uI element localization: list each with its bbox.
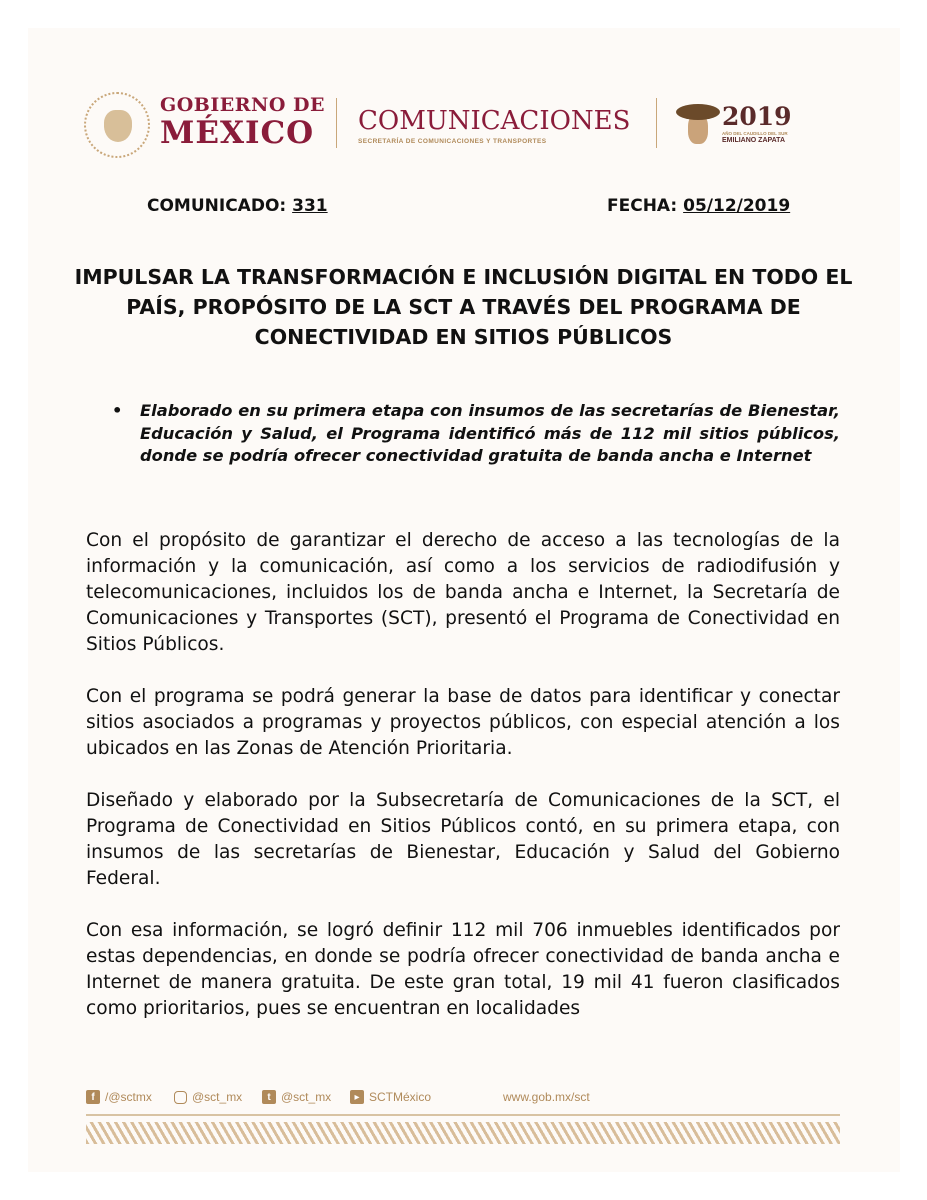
paragraph: Con el propósito de garantizar el derecho de acceso a las tecnologías de la información y la comunicación, así como a los servicios de radiodifusión y telecomunicaciones, incluidos los de banda ancha e Internet, la Secretaría de Comunicaciones y Transportes (SCT), presentó el Programa de Conectividad en Sitios Públicos. xyxy=(86,530,840,655)
bullet-text: Elaborado en su primera etapa con insumos de las secretarías de Bienestar, Educación y Salud, el Programa identificó más de 112 mil sitios públicos, donde se podría ofrecer conectividad gratuita de banda ancha e Internet xyxy=(140,401,840,465)
fecha xyxy=(607,196,790,216)
summary-bullet xyxy=(112,400,840,468)
paragraph: Con el programa se podrá generar la base de datos para identificar y conectar sitios asociados a programas y proyectos públicos, con especial atención a los ubicados en las Zonas de Atención Prioritaria. xyxy=(86,686,840,759)
website-url: www.gob.mx/sct xyxy=(503,1090,590,1104)
website-link[interactable] xyxy=(503,1090,590,1104)
sct-logo xyxy=(358,108,630,146)
instagram-link[interactable] xyxy=(174,1090,242,1104)
facebook-link[interactable] xyxy=(86,1090,152,1104)
decorative-pattern xyxy=(86,1122,840,1144)
fecha-label: FECHA: xyxy=(607,196,678,216)
facebook-handle: /@sctmx xyxy=(105,1090,152,1104)
paragraph: Con esa información, se logró definir 112 mil 706 inmuebles identificados por estas dependencias, en donde se podría ofrecer conectividad de banda ancha e Internet de manera gratuita. De este gran total, 19 mil 41 fueron clasificados como prioritarios, pues se encuentran en localidades xyxy=(86,920,840,1019)
bullet-icon: • xyxy=(112,401,123,420)
divider xyxy=(656,98,657,148)
gobierno-line2: MÉXICO xyxy=(160,115,315,151)
year-subtitle: AÑO DEL CAUDILLO DEL SUR xyxy=(722,131,788,136)
gobierno-line1: GOBIERNO DE xyxy=(160,94,325,116)
instagram-icon xyxy=(174,1091,187,1104)
national-seal-icon xyxy=(84,92,150,158)
twitter-icon: t xyxy=(262,1090,276,1104)
youtube-link[interactable] xyxy=(350,1090,431,1104)
fecha-value: 05/12/2019 xyxy=(683,196,791,216)
press-title: IMPULSAR LA TRANSFORMACIÓN E INCLUSIÓN DIGITAL EN TODO EL PAÍS, PROPÓSITO DE LA SCT A TRAVÉS DEL PROGRAMA DE CONECTIVIDAD EN SITIOS PÚBLICOS xyxy=(74,265,853,349)
gobierno-logo xyxy=(160,96,325,149)
comunicado-number xyxy=(147,196,328,216)
divider xyxy=(336,98,337,148)
body-text xyxy=(86,528,840,1048)
year: 2019 xyxy=(722,102,792,131)
comunicado-value: 331 xyxy=(292,196,328,216)
youtube-icon: ▸ xyxy=(350,1090,364,1104)
twitter-handle: @sct_mx xyxy=(281,1090,332,1104)
dependencia-subtitle: SECRETARÍA DE COMUNICACIONES Y TRANSPORTES xyxy=(358,138,547,145)
comunicado-label: COMUNICADO: xyxy=(147,196,287,216)
letterhead xyxy=(84,88,804,164)
facebook-icon: f xyxy=(86,1090,100,1104)
year-logo xyxy=(722,104,792,144)
twitter-link[interactable] xyxy=(262,1090,331,1104)
youtube-handle: SCTMéxico xyxy=(369,1090,432,1104)
footer-divider xyxy=(86,1114,840,1116)
paragraph: Diseñado y elaborado por la Subsecretaría de Comunicaciones de la SCT, el Programa de Conectividad en Sitios Públicos contó, en su primera etapa, con insumos de las secretarías de Bienestar, Educación y Salud del Gobierno Federal. xyxy=(86,790,840,889)
zapata-portrait-icon xyxy=(676,102,720,148)
dependencia-name: COMUNICACIONES xyxy=(358,106,631,136)
instagram-handle: @sct_mx xyxy=(192,1090,243,1104)
year-subtitle-name: EMILIANO ZAPATA xyxy=(722,136,785,144)
